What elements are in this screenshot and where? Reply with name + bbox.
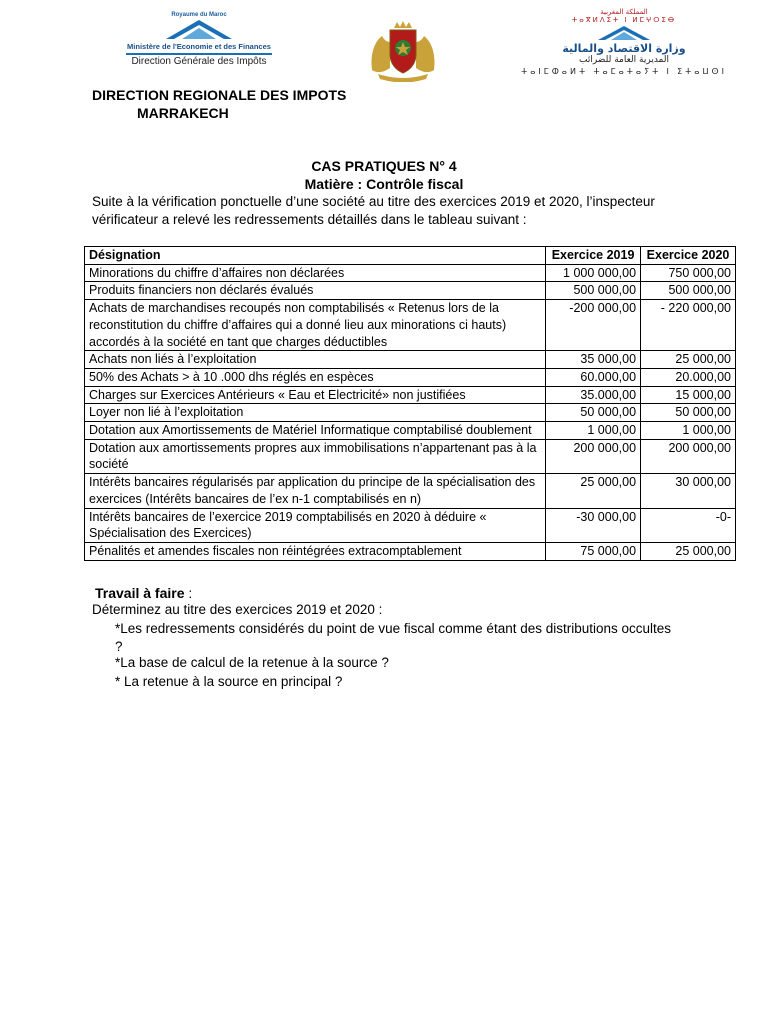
row-value-2020: 500 000,00	[641, 282, 736, 300]
table-row	[85, 386, 736, 404]
table-row	[85, 300, 736, 351]
table-row	[85, 404, 736, 422]
row-designation: Achats de marchandises recoupés non comptabilisés « Retenus lors de la reconstitution du chiffre d’affaires qui a donné lieu aux minorations ci hauts) accordés à la société en tant que charges déductibles	[85, 300, 546, 351]
row-value-2020: -0-	[641, 508, 736, 542]
row-value-2019: 75 000,00	[546, 542, 641, 560]
row-value-2020: 15 000,00	[641, 386, 736, 404]
table-row	[85, 542, 736, 560]
row-designation: Intérêts bancaires de l’exercice 2019 comptabilisés en 2020 à déduire « Spécialisation des Exercices)	[85, 508, 546, 542]
row-designation: 50% des Achats > à 10 .000 dhs réglés en espèces	[85, 368, 546, 386]
logo-divider	[126, 53, 272, 55]
work-title-label: Travail à faire	[95, 585, 185, 601]
row-value-2020: 25 000,00	[641, 351, 736, 369]
header-exercise-2020: Exercice 2020	[641, 247, 736, 265]
logo-ministry-text: Ministère de l'Economie et des Finances	[127, 42, 271, 51]
logo-kingdom-arabic: المملكة المغربية	[600, 8, 648, 16]
table-row	[85, 439, 736, 473]
row-value-2020: 200 000,00	[641, 439, 736, 473]
moroccan-coat-of-arms-icon	[368, 20, 438, 82]
row-value-2020: 1 000,00	[641, 422, 736, 440]
logo-tifinagh-kingdom: ⵜⴰⴳⵍⴷⵉⵜ ⵏ ⵍⵎⵖⵔⵉⴱ	[571, 17, 677, 24]
ministry-logo-right	[518, 8, 730, 88]
row-designation: Loyer non lié à l’exploitation	[85, 404, 546, 422]
table-row	[85, 351, 736, 369]
adjustments-table	[84, 246, 736, 561]
row-value-2019: 35.000,00	[546, 386, 641, 404]
logo-dg-text: Direction Générale des Impôts	[131, 56, 267, 67]
row-designation: Charges sur Exercices Antérieurs « Eau et Electricité» non justifiées	[85, 386, 546, 404]
logo-kingdom-text: Royaume du Maroc	[171, 12, 227, 18]
table-row	[85, 474, 736, 508]
logo-tifinagh-dg: ⵜⴰⵏⵎⵀⴰⵍⵜ ⵜⴰⵎⴰⵜⴰⵢⵜ ⵏ ⵉⵜⴰⵡⵙⵏ	[521, 67, 727, 76]
work-title	[95, 584, 192, 602]
row-designation: Minorations du chiffre d’affaires non déclarées	[85, 264, 546, 282]
row-designation: Pénalités et amendes fiscales non réintégrées extracomptablement	[85, 542, 546, 560]
intro-paragraph: Suite à la vérification ponctuelle d’une société au titre des exercices 2019 et 2020, l’inspecteur vérificateur a relevé les redressements détaillés dans le tableau suivant :	[92, 194, 655, 227]
row-value-2020: 750 000,00	[641, 264, 736, 282]
row-designation: Dotation aux amortissements propres aux immobilisations n’appartenant pas à la société	[85, 439, 546, 473]
ministry-logo-left	[118, 12, 280, 90]
row-value-2019: 1 000,00	[546, 422, 641, 440]
row-value-2020: 20.000,00	[641, 368, 736, 386]
row-value-2020: - 220 000,00	[641, 300, 736, 351]
row-value-2019: 25 000,00	[546, 474, 641, 508]
table-row	[85, 508, 736, 542]
question-item: * La retenue à la source en principal ?	[115, 674, 343, 689]
question-item: *La base de calcul de la retenue à la source ?	[115, 655, 389, 670]
table-row	[85, 282, 736, 300]
row-designation: Produits financiers non déclarés évalués	[85, 282, 546, 300]
row-value-2019: -30 000,00	[546, 508, 641, 542]
house-roof-icon	[596, 25, 652, 41]
work-intro: Déterminez au titre des exercices 2019 et 2020 :	[92, 602, 383, 617]
row-value-2019: 500 000,00	[546, 282, 641, 300]
row-designation: Dotation aux Amortissements de Matériel Informatique comptabilisé doublement	[85, 422, 546, 440]
row-value-2019: -200 000,00	[546, 300, 641, 351]
row-value-2019: 200 000,00	[546, 439, 641, 473]
row-value-2019: 50 000,00	[546, 404, 641, 422]
question-item: *Les redressements considérés du point de vue fiscal comme étant des distributions occultes ?	[115, 621, 672, 654]
regional-direction-title: DIRECTION REGIONALE DES IMPOTS	[92, 87, 347, 103]
table-row	[85, 422, 736, 440]
subject-title: Matière : Contrôle fiscal	[304, 176, 464, 192]
table-header-row	[85, 247, 736, 265]
regional-direction-city: MARRAKECH	[137, 105, 229, 121]
row-value-2020: 30 000,00	[641, 474, 736, 508]
house-roof-icon	[164, 19, 234, 41]
row-value-2020: 25 000,00	[641, 542, 736, 560]
row-designation: Intérêts bancaires régularisés par application du principe de la spécialisation des exercices (Intérêts bancaires de l’ex n-1 comptabilisés en n)	[85, 474, 546, 508]
logo-dg-arabic: المديرية العامة للضرائب	[579, 55, 669, 65]
logo-ministry-arabic: وزارة الاقتصاد والمالية	[562, 42, 686, 55]
row-designation: Achats non liés à l’exploitation	[85, 351, 546, 369]
work-title-colon: :	[184, 585, 193, 601]
row-value-2020: 50 000,00	[641, 404, 736, 422]
table-row	[85, 368, 736, 386]
row-value-2019: 35 000,00	[546, 351, 641, 369]
header-designation: Désignation	[85, 247, 546, 265]
row-value-2019: 60.000,00	[546, 368, 641, 386]
header-exercise-2019: Exercice 2019	[546, 247, 641, 265]
row-value-2019: 1 000 000,00	[546, 264, 641, 282]
table-row	[85, 264, 736, 282]
case-title: CAS PRATIQUES N° 4	[311, 158, 457, 174]
